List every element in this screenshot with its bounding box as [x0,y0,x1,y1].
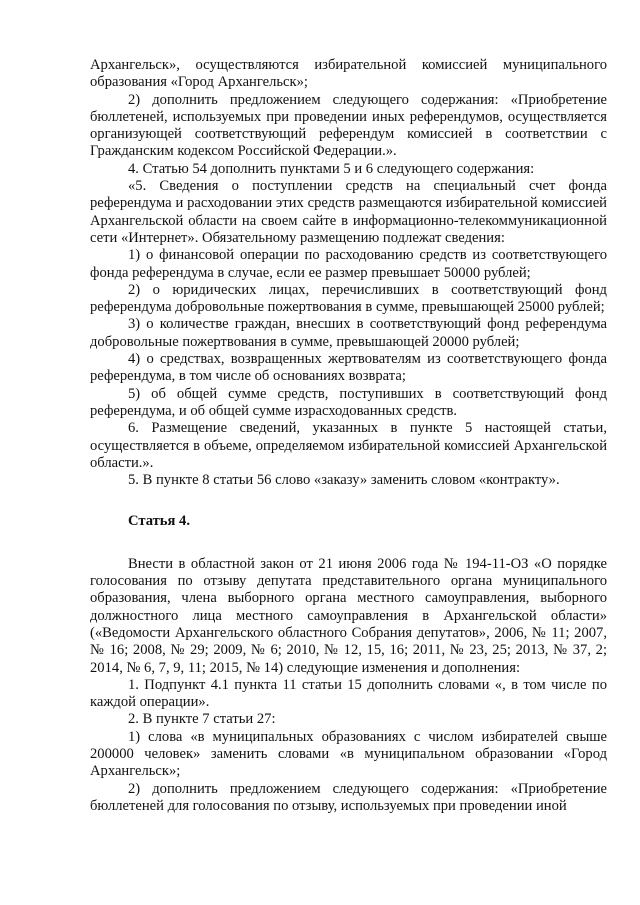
paragraph: 2) о юридических лицах, перечисливших в соответствующий фонд референдума добровольные пожертвования в сумме, превышающей 25000 рублей; [90,281,607,316]
paragraph: 1) о финансовой операции по расходованию средств из соответствующего фонда референдума в случае, если ее размер превышает 50000 рублей; [90,247,607,281]
paragraph: 4. Статью 54 дополнить пунктами 5 и 6 следующего содержания: [128,160,535,177]
paragraph: 6. Размещение сведений, указанных в пункте 5 настоящей статьи, осуществляется в объеме, определяемом избирательной комиссией Архангельской области.». [90,420,607,471]
paragraph: 5. В пункте 8 статьи 56 слово «заказу» заменить словом «контракту». [128,472,560,489]
paragraph: 2) дополнить предложением следующего содержания: «Приобретение бюллетеней, используемых при проведении иных референдумов, осуществляется организующей соответствующий референдум комиссией в соответствии с Гражданским кодексом Российской Федерации.». [90,91,607,160]
paragraph: 4) о средствах, возвращенных жертвователям из соответствующего фонда референдума, в том числе об основаниях возврата; [90,351,607,385]
paragraph: «5. Сведения о поступлении средств на специальный счет фонда референдума и расходовании этих средств размещаются избирательной комиссией Архангельской области на своем сайте в информационно-телекоммуникационной сети «Интернет». Обязательному размещению подлежат сведения: [90,178,607,246]
paragraph: 1. Подпункт 4.1 пункта 11 статьи 15 дополнить словами «, в том числе по каждой операции». [90,676,607,711]
paragraph: 5) об общей сумме средств, поступивших в соответствующий фонд референдума, и об общей сумме израсходованных средств. [90,385,607,419]
paragraph: Внести в областной закон от 21 июня 2006 года № 194-11-ОЗ «О порядке голосования по отзыву депутата представительного органа муниципального образования, члена выборного органа местного самоуправления, выборного должностного лица местного самоуправления в Архангельской области» («Ведомости Архангельского областного Собрания депутатов», 2006, № 11; 2007, № 16; 2008, № 29; 2009, № 6; 2010, № 12, 15, 16; 2011, № 23, 25; 2013, № 37, 2; 2014, № 6, 7, 9, 11; 2015, № 14) следующие изменения и дополнения: [90,555,607,676]
paragraph: 2) дополнить предложением следующего содержания: «Приобретение бюллетеней для голосования по отзыву, используемых при проведении иной [90,780,607,814]
paragraph: Архангельск», осуществляются избирательной комиссией муниципального образования «Город Архангельск»; [90,57,607,91]
paragraph: 1) слова «в муниципальных образованиях с числом избирателей свыше 200000 человек» заменить словами «в муниципальном образовании «Город Архангельск»; [90,728,607,780]
paragraph: 2. В пункте 7 статьи 27: [128,711,276,728]
text-block-top [90,57,607,489]
text-block-bottom [90,556,607,815]
article-heading: Статья 4. [128,513,190,530]
paragraph: 3) о количестве граждан, внесших в соответствующий фонд референдума добровольные пожертвования в сумме, превышающей 20000 рублей; [90,316,607,350]
